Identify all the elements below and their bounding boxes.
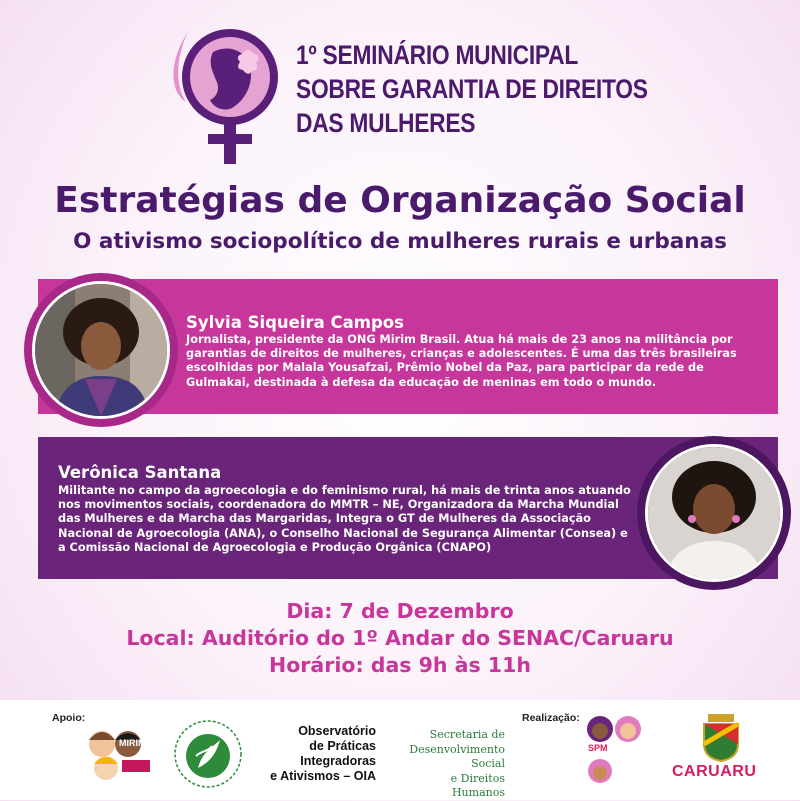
speaker-photo-1 (32, 281, 170, 419)
event-location: Local: Auditório do 1º Andar do SENAC/Caruaru (126, 626, 674, 650)
realizacao-label: Realização: (522, 712, 580, 724)
venus-symbol-logo (168, 22, 298, 167)
event-title-line-1: 1º SEMINÁRIO MUNICIPAL (296, 40, 579, 70)
secretaria-logo-text (395, 728, 505, 801)
oia-line-2: de Práticas (309, 739, 376, 753)
oia-line-1: Observatório (298, 724, 376, 738)
mirim-logo-text: MIRIM (119, 738, 146, 748)
caruaru-logo-text: CARUARU (672, 763, 757, 780)
oia-logo-text (256, 724, 376, 784)
secretaria-line-2: Desenvolvimento Social (409, 742, 505, 770)
speaker-name-1: Sylvia Siqueira Campos (186, 313, 404, 332)
speaker-bio-2: Militante no campo da agroecologia e do feminismo rural, há mais de trinta anos atuando nos movimentos sociais, coordenadora do MMTR – NE, Organizadora da Marcha Mundial das Mulheres e da Marcha das Margaridas, Integra o GT de Mulheres da Associação Nacional de Agroecologia (ANA), o Conselho Nacional de Segurança Alimentar (Consea) e a Comissão Nacional de Agroecologia e Produção Orgânica (CNAPO) (58, 484, 631, 554)
event-date: Dia: 7 de Dezembro (286, 599, 514, 623)
spm-faces-logo (586, 714, 646, 744)
oia-line-3: Integradoras (300, 754, 376, 768)
apoio-label: Apoio: (52, 712, 86, 724)
oia-line-4: e Ativismos – OIA (270, 769, 376, 783)
event-time: Horário: das 9h às 11h (269, 653, 531, 677)
speaker-bio-1: Jornalista, presidente da ONG Mirim Brasil. Atua há mais de 23 anos na militância por garantias de direitos de mulheres, crianças e adolescentes. É uma das três brasileiras escolhidas por Malala Yousafzai, Prêmio Nobel da Paz, para participar da rede de Gulmakai, destinada à defesa da educação de meninas em todo o mundo. (186, 333, 737, 389)
mirim-kids-logo (84, 724, 154, 784)
main-title: Estratégias de Organização Social (54, 180, 746, 221)
speaker-photo-2 (645, 444, 783, 582)
speaker-name-2: Verônica Santana (58, 463, 222, 482)
event-title-line-3: DAS MULHERES (296, 108, 476, 138)
subtitle: O ativismo sociopolítico de mulheres rurais e urbanas (73, 229, 727, 254)
spm-faces-bottom-icon (586, 756, 646, 786)
secretaria-line-3: e Direitos Humanos (450, 771, 505, 799)
event-title-line-2: SOBRE GARANTIA DE DIREITOS (296, 74, 648, 104)
event-title (296, 38, 657, 140)
movimento-mulher-trabalhadora-logo (168, 716, 248, 790)
caruaru-coat-of-arms-logo (698, 714, 744, 762)
spm-logo-text: SPM (588, 743, 608, 753)
secretaria-line-1: Secretaria de (429, 728, 505, 741)
